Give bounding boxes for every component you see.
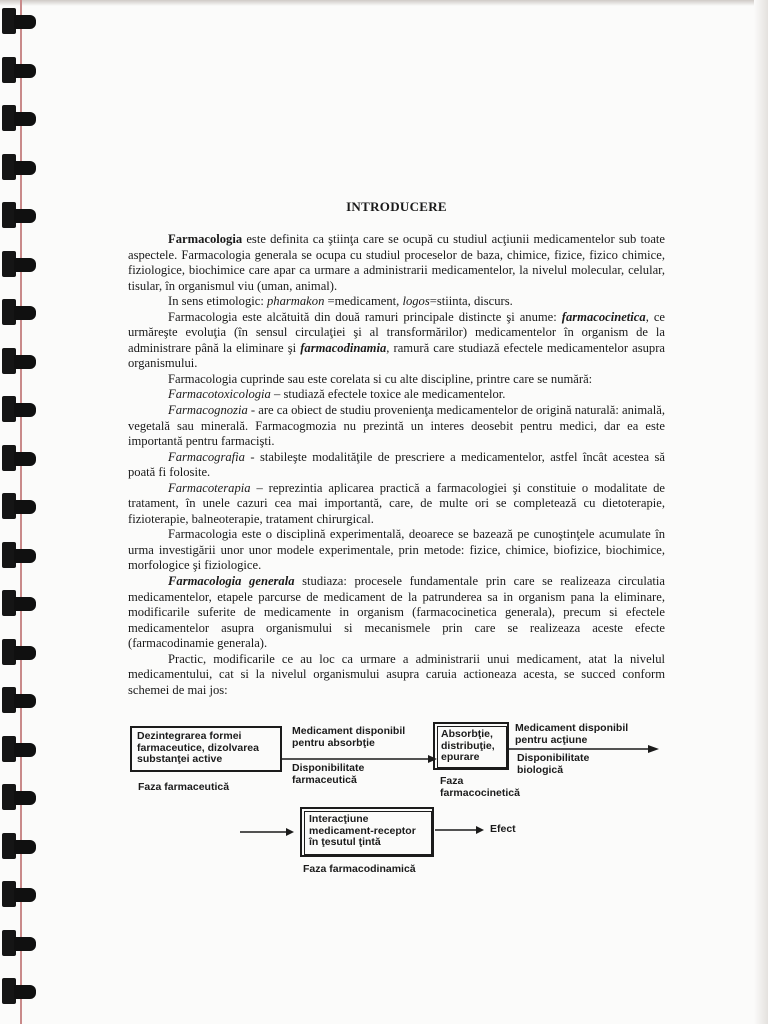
text-run: Farmacologia bbox=[168, 232, 243, 246]
binding-wire bbox=[14, 840, 36, 854]
binding-ring bbox=[2, 590, 36, 616]
text-run: farmacocinetica bbox=[561, 309, 646, 324]
binding-ring bbox=[2, 736, 36, 762]
text-run: – reprezintia aplicarea practică a farmacologiei şi constituie o modalitate de tratament, în unele cazuri cea mai importantă, care, de multe ori se completează cu dietoterapie, fizioterapie, balneoterapie, tratament chirurgical. bbox=[128, 480, 665, 526]
arrow-head-2 bbox=[648, 745, 659, 753]
binding-wire bbox=[14, 549, 36, 563]
binding-wire bbox=[14, 403, 36, 417]
paragraph bbox=[128, 527, 665, 574]
document-title: INTRODUCERE bbox=[346, 199, 447, 214]
text-run: Farmacologia este alcătuită din două ramuri principale distincte şi anume: bbox=[168, 309, 562, 324]
binding-wire bbox=[14, 646, 36, 660]
paragraph bbox=[128, 403, 665, 450]
page-top-edge bbox=[0, 0, 768, 6]
arrow2-label-above: Medicament disponibil pentru acţiune bbox=[515, 722, 629, 746]
faza-farmacocinetica-label: Faza farmacocinetică bbox=[440, 775, 520, 799]
text-run: farmacodinamia bbox=[300, 340, 387, 355]
binding-ring bbox=[2, 445, 36, 471]
binding-ring bbox=[2, 978, 36, 1004]
paragraph bbox=[128, 481, 665, 528]
binding-ring bbox=[2, 154, 36, 180]
box-farmacodinamic-text: Interacţiune medicament-receptor în ţesutul ţintă bbox=[309, 813, 416, 848]
paragraph bbox=[128, 574, 665, 652]
paragraph bbox=[128, 232, 665, 294]
text-run: =stiinta, discurs. bbox=[429, 294, 513, 309]
text-run: - stabileşte modalităţile de prescriere a medicamentelor, astfel încât acestea să poată fi folosite. bbox=[128, 449, 665, 480]
text-run: In sens etimologic: bbox=[168, 294, 267, 309]
box-farmacocinetic-text: Absorbţie, distribuţie, epurare bbox=[441, 728, 495, 763]
paragraph bbox=[128, 294, 665, 310]
text-run: Practic, modificarile ce au loc ca urmare a administrarii unui medicament, atat la nivelul medicamentului, cat si la nivelul organismului asupra caruia actioneaza acesta, se succed conform schemei de mai jos: bbox=[128, 651, 665, 697]
binding-wire bbox=[14, 161, 36, 175]
binding-ring bbox=[2, 881, 36, 907]
binding-wire bbox=[14, 355, 36, 369]
text-run: , ce urmăreşte evoluţia (în sensul circulaţiei şi al transformărilor) medicamentelor în organism de la administrare până la eliminare şi bbox=[128, 309, 665, 355]
text-run: Farmacologia cuprinde sau este corelata si cu alte discipline, printre care se numără: bbox=[168, 371, 593, 386]
text-run: =medicament, bbox=[324, 294, 403, 309]
binding-wire bbox=[14, 258, 36, 272]
binding-wire bbox=[14, 500, 36, 514]
binding-wire bbox=[14, 306, 36, 320]
binding-ring bbox=[2, 784, 36, 810]
text-run: Farmacologia generala bbox=[168, 574, 295, 589]
binding-ring bbox=[2, 542, 36, 568]
effect-label: Efect bbox=[490, 823, 516, 835]
text-run: pharmakon bbox=[267, 294, 325, 309]
arrow1-label-above: Medicament disponibil pentru absorbţie bbox=[292, 725, 406, 749]
text-run: – studiază efectele toxice ale medicamentelor. bbox=[270, 387, 506, 402]
text-run: este definita ca ştiinţa care se ocupă cu studiul acţiunii medicamentelor sub toate aspectele. Farmacologia generala se ocupa cu studiul proceselor de baza, chimice, fizice, fizico chimice, fiziologice, biochimice care apar ca urmare a administrarii medicamentelor, la nivelul molecular, celular, tisular, în organismul viu (uman, animal). bbox=[128, 232, 665, 293]
binding-wire bbox=[14, 937, 36, 951]
paragraph bbox=[128, 310, 665, 372]
text-run: Farmacoterapia bbox=[168, 480, 251, 495]
faza-farmacodinamica-label: Faza farmacodinamică bbox=[303, 863, 416, 875]
body-text bbox=[128, 232, 665, 698]
binding-wire bbox=[14, 743, 36, 757]
arrow2-label-below: Disponibilitate biologică bbox=[517, 752, 590, 776]
binding-ring bbox=[2, 251, 36, 277]
binding-ring bbox=[2, 202, 36, 228]
binding-ring bbox=[2, 833, 36, 859]
binding-ring bbox=[2, 105, 36, 131]
text-run: logos bbox=[402, 294, 430, 309]
text-run: Farmacognozia bbox=[168, 403, 248, 418]
paragraph bbox=[128, 652, 665, 699]
binding-ring bbox=[2, 930, 36, 956]
faza-farmaceutica-label: Faza farmaceutică bbox=[138, 781, 230, 793]
binding-wire bbox=[14, 597, 36, 611]
binding-ring bbox=[2, 348, 36, 374]
text-run: studiaza: procesele fundamentale prin care se realizeaza circulatia medicamentelor, etapele parcurse de medicament de la patrunderea sa in organism pana la eliminare, modificarile suferite de medicamente in organism (farmacocinetica generala), precum si efectele medicamentelor asupra organismului si mecanismele prin care se realizeaza aceste efecte (farmacodinamie generala). bbox=[128, 574, 665, 651]
spiral-binding bbox=[0, 0, 46, 1024]
binding-ring bbox=[2, 493, 36, 519]
binding-ring bbox=[2, 8, 36, 34]
binding-ring bbox=[2, 396, 36, 422]
binding-ring bbox=[2, 687, 36, 713]
page-right-edge bbox=[754, 0, 768, 1024]
binding-wire bbox=[14, 888, 36, 902]
binding-wire bbox=[14, 452, 36, 466]
paragraph bbox=[128, 450, 665, 481]
binding-ring bbox=[2, 299, 36, 325]
paragraph bbox=[128, 387, 665, 403]
text-run: Farmacotoxicologia bbox=[168, 387, 271, 402]
text-run: - are ca obiect de studiu provenienţa medicamentelor de origină naturală: animală, vegetală sau minerală. Farmacogmozia nu prezintă un interes deosebit pentru medici, dar ea este importantă pentru farmacişti. bbox=[128, 403, 665, 449]
paragraph bbox=[128, 372, 665, 388]
binding-ring bbox=[2, 639, 36, 665]
binding-ring bbox=[2, 57, 36, 83]
text-run: Farmacografia bbox=[168, 449, 245, 464]
box-farmaceutic-text: Dezintegrarea formei farmaceutice, dizolvarea substanţei active bbox=[137, 730, 259, 765]
binding-wire bbox=[14, 64, 36, 78]
binding-wire bbox=[14, 985, 36, 999]
binding-wire bbox=[14, 112, 36, 126]
arrow-head-4 bbox=[476, 826, 484, 834]
binding-wire bbox=[14, 209, 36, 223]
binding-wire bbox=[14, 15, 36, 29]
arrow1-label-below: Disponibilitate farmaceutică bbox=[292, 762, 365, 786]
text-run: , ramură care studiază efectele medicamentelor asupra organismului. bbox=[128, 340, 665, 371]
arrow-head-3 bbox=[286, 828, 294, 836]
binding-wire bbox=[14, 791, 36, 805]
text-run: Farmacologia este o disciplină experimentală, deoarece se bazează pe cunoştinţele acumulate în urma investigării unor unor modele experimentale, prin metode: fizice, chimice, biofizice, biochimice, morfologice şi fiziologice. bbox=[128, 527, 665, 573]
binding-wire bbox=[14, 694, 36, 708]
process-diagram bbox=[128, 712, 668, 882]
